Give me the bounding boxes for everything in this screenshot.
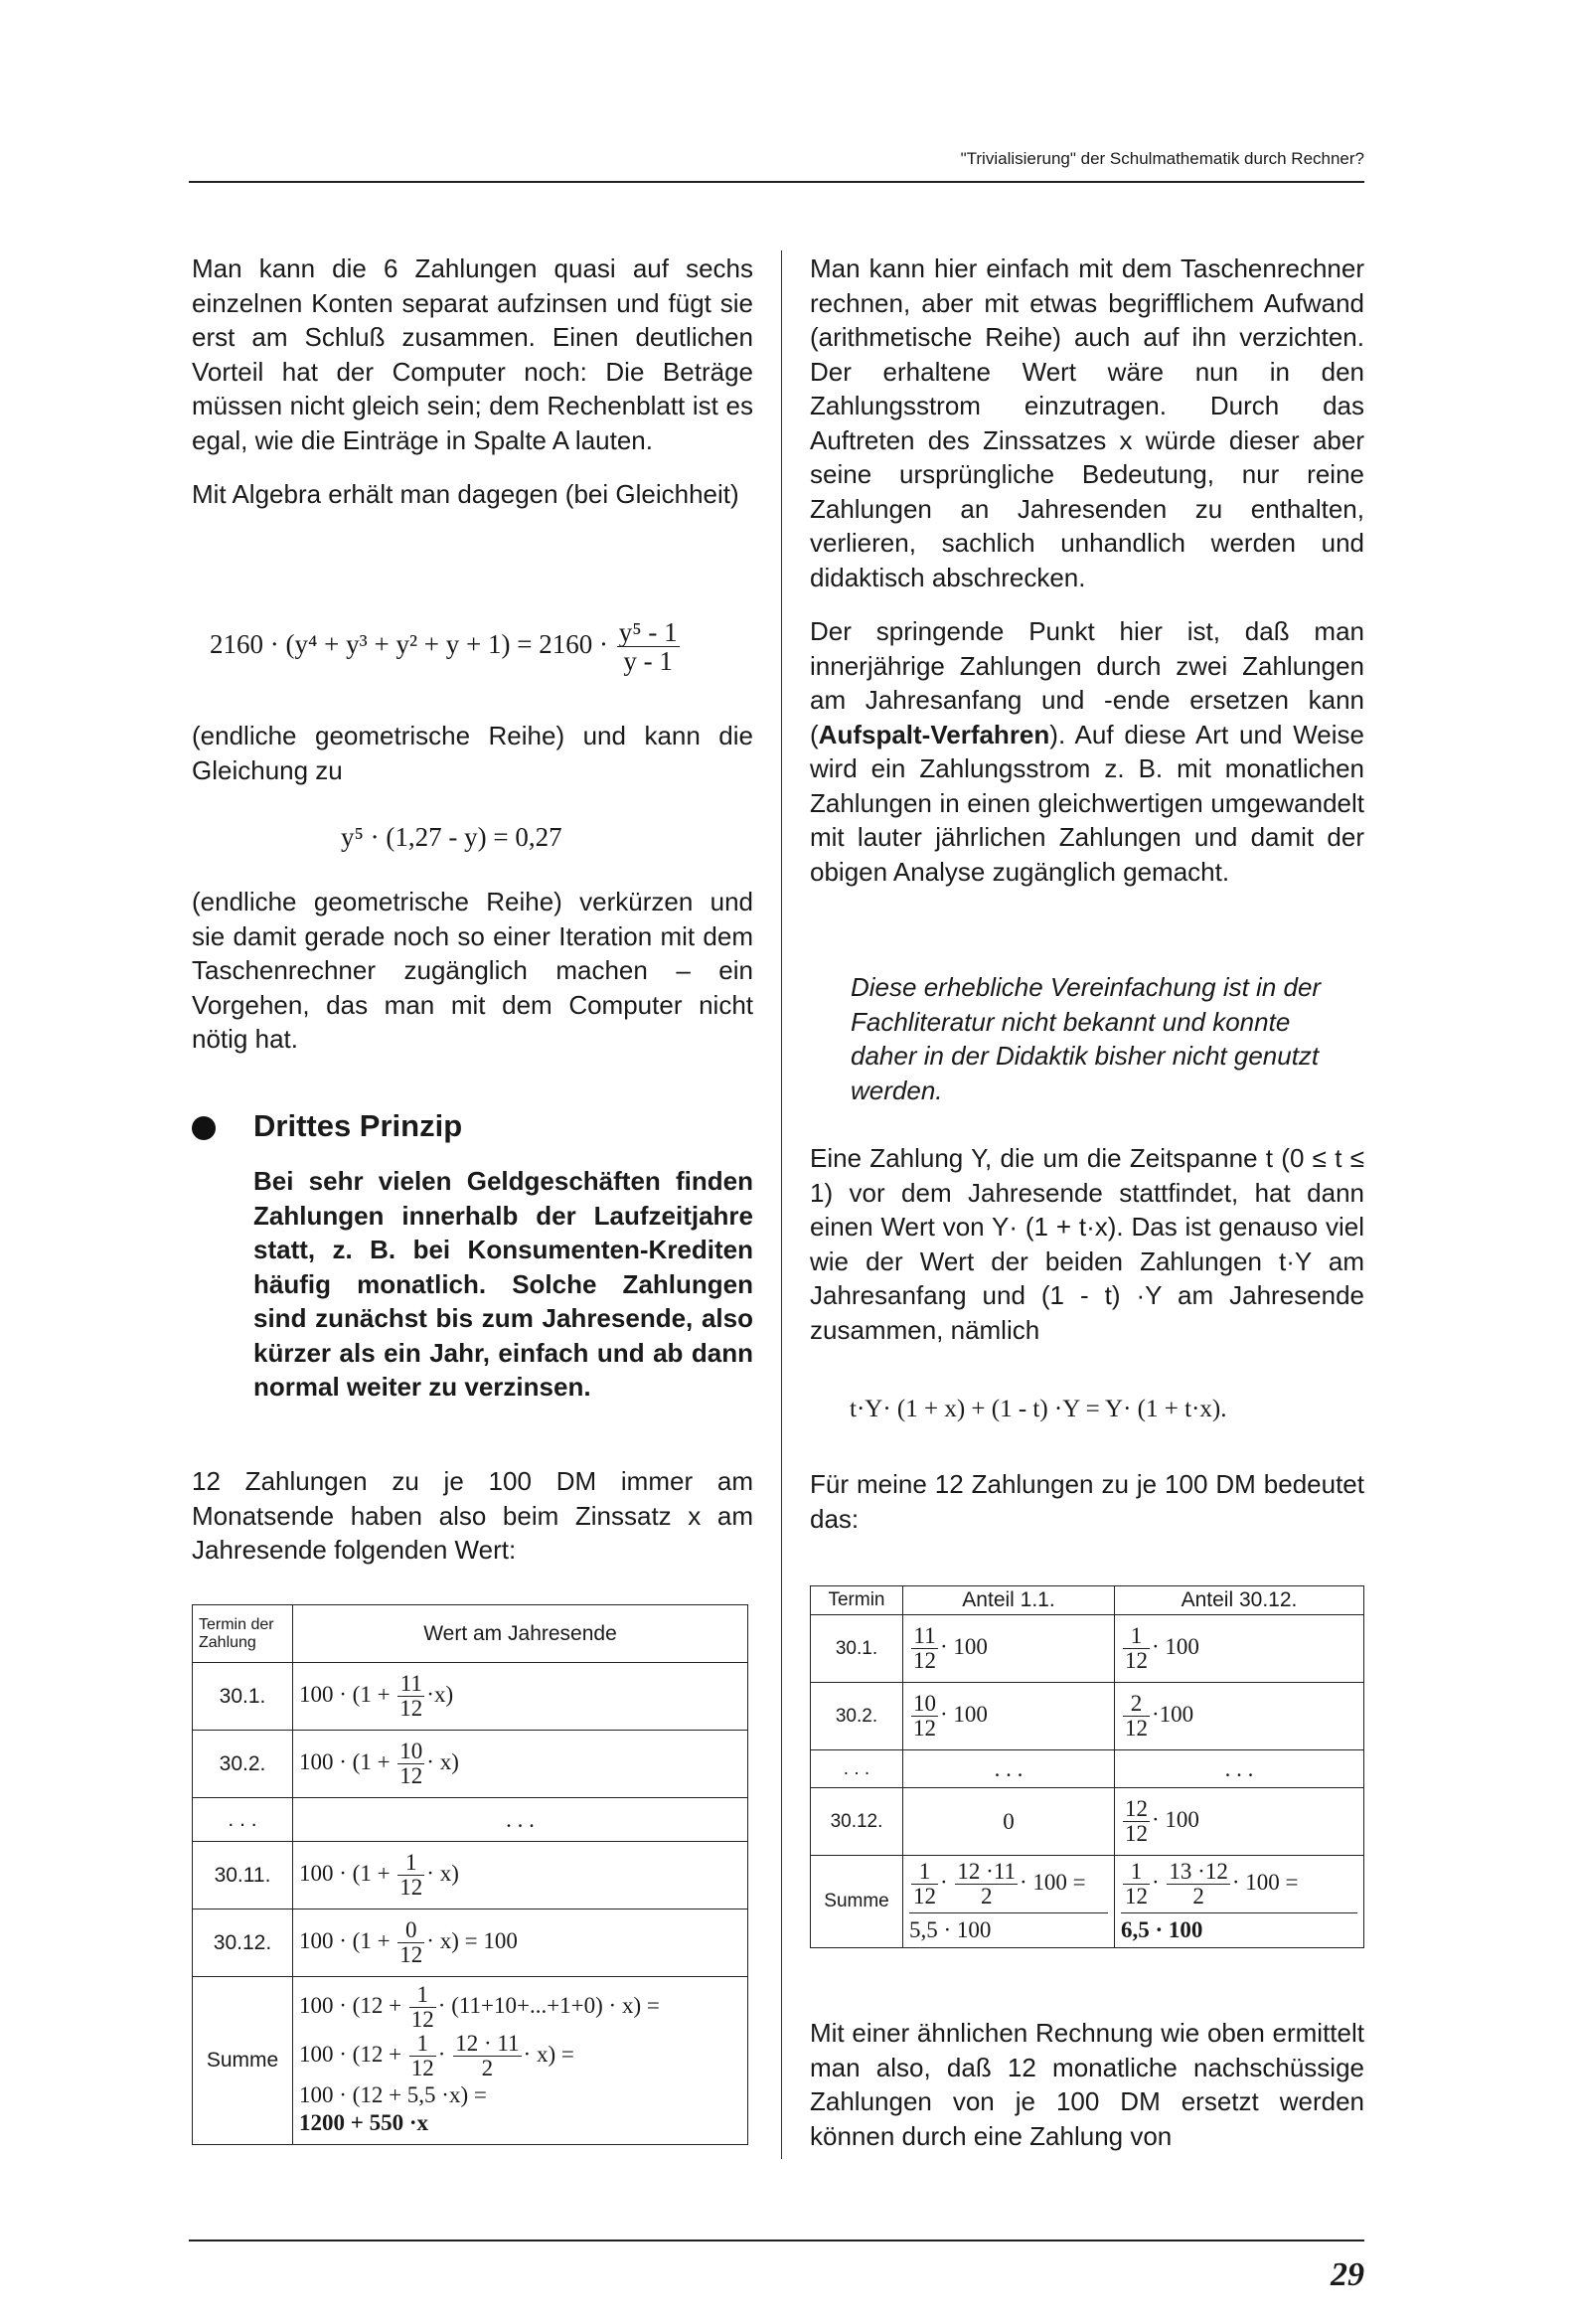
table-sum-row: [193, 1977, 748, 2145]
table-cell-term: 30.11.: [193, 1842, 293, 1909]
table-cell-term: . . .: [811, 1750, 903, 1788]
table-cell-value: . . .: [293, 1798, 748, 1842]
table-row: [193, 1909, 748, 1977]
table-head-value: Wert am Jahresende: [293, 1605, 748, 1663]
table-row: [811, 1750, 1364, 1788]
equation-iteration: y⁵ · (1,27 - y) = 0,27: [341, 822, 562, 852]
right-column-lower: [810, 1467, 1364, 1536]
italic-note: Diese erhebliche Vereinfachung ist in der Fachliteratur nicht bekannt und konnte daher in der Didaktik bisher nicht genutzt werden.: [851, 972, 1322, 1105]
left-paragraph-4: (endliche geometrische Reihe) verkürzen und sie damit gerade noch so einer Iteration mit dem Taschenrechner zugänglich machen – ein Vorgehen, das man mit dem Computer nicht nötig hat.: [192, 887, 753, 1054]
right-paragraph-5: Mit einer ähnlichen Rechnung wie oben ermittelt man also, daß 12 monatliche nachschüssige Zahlungen von je 100 DM ersetzt werden können durch eine Zahlung von: [810, 2018, 1364, 2151]
table-row: [811, 1615, 1364, 1683]
table-cell-term: 30.1.: [811, 1615, 903, 1683]
left-paragraph-3: (endliche geometrische Reihe) und kann die Gleichung zu: [192, 721, 753, 785]
equation-split-payment: t·Y· (1 + x) + (1 - t) ·Y = Y· (1 + t·x).: [850, 1396, 1227, 1422]
table-cell-term: 30.2.: [193, 1731, 293, 1798]
table-cell-value: 100 · (1 + $\frac{1}{12}$ · x): [293, 1842, 748, 1909]
table-header-row: [193, 1605, 748, 1663]
table-row: [193, 1731, 748, 1798]
table-cell-share-end: . . .: [1115, 1750, 1364, 1788]
table-head-term: Termin der Zahlung: [193, 1605, 293, 1663]
table-cell-value: 100 · (1 + $\frac{0}{12}$ · x) = 100: [293, 1909, 748, 1977]
table-cell-share-start: . . .: [903, 1750, 1115, 1788]
table-cell-value: 100 · (1 + $\frac{10}{12}$ · x): [293, 1731, 748, 1798]
table-sum-label: Summe: [193, 1977, 293, 2145]
table-split-shares: [810, 1585, 1364, 1948]
table-cell-term: 30.12.: [193, 1909, 293, 1977]
table-row: [811, 1788, 1364, 1856]
table-cell-share-start: 0: [903, 1788, 1115, 1856]
table-head-share-start: Anteil 1.1.: [903, 1586, 1115, 1615]
table-annual-value: [192, 1604, 748, 2145]
table-sum-share-start: $\frac{1}{12}$ · $\frac{12 \cdot 11}{2}$ · 100 = 5,5 · 100: [903, 1856, 1115, 1948]
table-head-share-end: Anteil 30.12.: [1115, 1586, 1364, 1615]
table-cell-term: 30.2.: [811, 1683, 903, 1750]
table-cell-share-end: $\frac{1}{12}$ · 100: [1115, 1615, 1364, 1683]
equation-geometric-sum: [210, 618, 682, 676]
right-paragraph-4: Für meine 12 Zahlungen zu je 100 DM bedeutet das:: [810, 1469, 1364, 1534]
right-column-top: [810, 251, 1364, 889]
table-row: [193, 1798, 748, 1842]
table-sum-share-end: $\frac{1}{12}$ · $\frac{13 \cdot 12}{2}$ · 100 = 6,5 · 100: [1115, 1856, 1364, 1948]
table-cell-term: . . .: [193, 1798, 293, 1842]
table-cell-share-start: $\frac{10}{12}$ · 100: [903, 1683, 1115, 1750]
right-paragraph-3: Eine Zahlung Y, die um die Zeitspanne t (0 ≤ t ≤ 1) vor dem Jahresende stattfindet, hat dann einen Wert von Y· (1 + t·x). Das ist genauso viel wie der Wert der beiden Zahlungen t·Y am Jahresanfang und (1 - t) ·Y am Jahresende zusammen, nämlich: [810, 1143, 1364, 1345]
left-paragraph-1: Man kann die 6 Zahlungen quasi auf sechs einzelnen Konten separat aufzinsen und fügt sie erst am Schluß zusammen. Einen deutlichen Vorteil hat der Computer noch: Die Beträge müssen nicht gleich sein; dem Rechenblatt ist es egal, wie die Einträge in Spalte A lauten.: [192, 253, 753, 455]
left-column-mid: [192, 719, 753, 787]
footer-rule: [189, 2240, 1364, 2241]
table-head-term: Termin: [811, 1586, 903, 1615]
header-rule: [189, 181, 1364, 183]
right-column-mid: [810, 1141, 1364, 1347]
table-row: [193, 1663, 748, 1731]
section-title: Drittes Prinzip: [253, 1108, 463, 1143]
table-cell-share-end: $\frac{2}{12}$ ·100: [1115, 1683, 1364, 1750]
running-header: "Trivialisierung" der Schulmathematik durch Rechner?: [960, 149, 1364, 168]
table-cell-term: 30.1.: [193, 1663, 293, 1731]
left-column-bottom: [192, 1464, 753, 1568]
column-divider: [781, 250, 782, 2159]
table-header-row: [811, 1586, 1364, 1615]
equation-1-lhs: 2160 · (y⁴ + y³ + y² + y + 1) = 2160 ·: [210, 629, 608, 660]
table-sum-label: Summe: [811, 1856, 903, 1948]
bullet-icon: [192, 1116, 216, 1140]
table-row: [193, 1842, 748, 1909]
right-column-bottom: [810, 2016, 1364, 2153]
table-sum-row: [811, 1856, 1364, 1948]
term-aufspalt-verfahren: Aufspalt-Verfahren: [818, 719, 1050, 749]
equation-1-denominator: y - 1: [623, 646, 673, 677]
right-paragraph-2: Der springende Punkt hier ist, daß man innerjährige Zahlungen durch zwei Zahlungen am Jahresanfang und -ende ersetzen kann (Aufspalt-Verfahren). Auf diese Art und Weise wird ein Zahlungsstrom z. B. mit monatlichen Zahlungen in einen gleichwertigen umgewandelt mit lauter jährlichen Zahlungen und damit der obigen Analyse zugänglich gemacht.: [810, 616, 1364, 887]
table-cell-value: 100 · (1 + $\frac{11}{12}$ ·x): [293, 1663, 748, 1731]
left-column-top: [192, 251, 753, 512]
principle-statement: Bei sehr vielen Geldgeschäften finden Zahlungen innerhalb der Laufzeitjahre statt, z. B. bei Konsumenten-Krediten häufig monatlich. Solche Zahlungen sind zunächst bis zum Jahresende, also kürzer als ein Jahr, einfach und ab dann normal weiter zu verzinsen.: [253, 1166, 753, 1402]
left-column-lower: [192, 885, 753, 1057]
table-row: [811, 1683, 1364, 1750]
left-paragraph-5: 12 Zahlungen zu je 100 DM immer am Monatsende haben also beim Zinssatz x am Jahresende folgenden Wert:: [192, 1466, 753, 1565]
table-cell-share-start: $\frac{11}{12}$ · 100: [903, 1615, 1115, 1683]
table-cell-term: 30.12.: [811, 1788, 903, 1856]
table-cell-share-end: $\frac{12}{12}$ · 100: [1115, 1788, 1364, 1856]
equation-1-numerator: y⁵ - 1: [618, 617, 678, 647]
left-paragraph-2: Mit Algebra erhält man dagegen (bei Gleichheit): [192, 479, 739, 509]
right-paragraph-1: Man kann hier einfach mit dem Taschenrechner rechnen, aber mit etwas begrifflichem Aufwand (arithmetische Reihe) auch auf ihn verzichten. Der erhaltene Wert wäre nun in den Zahlungsstrom einzutragen. Durch das Auftreten des Zinssatzes x würde dieser aber seine ursprüngliche Bedeutung, nur reine Zahlungen an Jahresenden zu enthalten, verlieren, sachlich unhandlich werden und didaktisch abschrecken.: [810, 253, 1364, 592]
page-number: 29: [1331, 2256, 1364, 2293]
table-sum-value: 100 · (12 + $\frac{1}{12}$ · (11+10+...+1+0) · x) = 100 · (12 + $\frac{1}{12}$ · $\frac{12 \cdot 11}{2}$ · x) = 100 · (12 + 5,5 ·x) = 1200 + 550 ·x: [293, 1977, 748, 2145]
